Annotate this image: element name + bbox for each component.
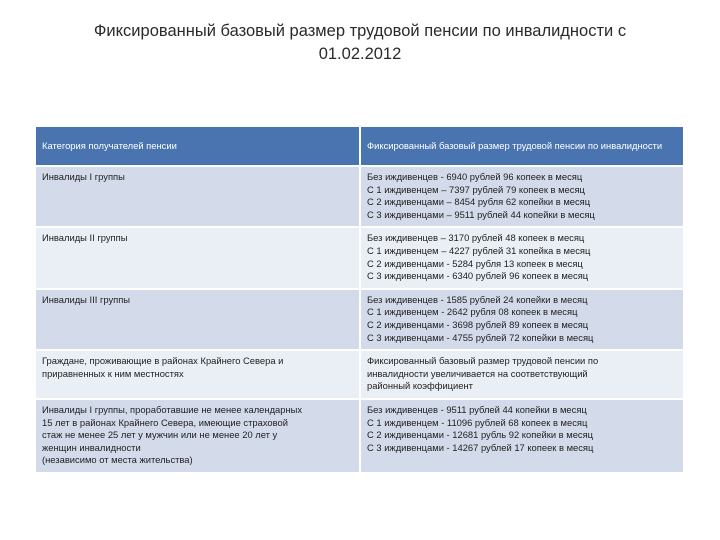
pension-table — [36, 127, 685, 474]
cell-line: 15 лет в районах Крайнего Севера, имеющие страховой — [42, 416, 288, 428]
table-row — [36, 227, 684, 288]
cell-line: Без иждивенцев - 6940 рублей 96 копеек в месяц — [367, 171, 583, 182]
cell-line: С 1 иждивенцем – 7397 рублей 79 копеек в месяц — [367, 183, 585, 195]
cell-line: С 1 иждивенцем - 11096 рублей 68 копеек в месяц — [367, 416, 588, 428]
cell-line: С 3 иждивенцами – 9511 рублей 44 копейки в месяц — [367, 208, 595, 220]
cell-line: районный коэффициент — [367, 380, 473, 392]
cell-line: Инвалиды III группы — [42, 293, 131, 305]
cell-line: С 2 иждивенцами - 5284 рубля 13 копеек в месяц — [367, 257, 583, 269]
table-row — [36, 289, 684, 350]
cell-line: Фиксированный базовый размер трудовой пенсии по — [367, 355, 599, 367]
cell-line: Без иждивенцев – 3170 рублей 48 копеек в месяц — [367, 232, 585, 244]
cell-line: С 2 иждивенцами - 12681 рубль 92 копейки в месяц — [367, 429, 594, 441]
cell-line: Граждане, проживающие в районах Крайнего Севера и — [42, 355, 284, 367]
cell-line: С 2 иждивенцами - 3698 рублей 89 копеек в месяц — [367, 318, 589, 330]
table-row — [36, 399, 684, 473]
table-header-row — [36, 127, 684, 166]
category-cell — [36, 289, 360, 350]
cell-line: С 1 иждивенцем – 4227 рублей 31 копейка в месяц — [367, 244, 591, 256]
cell-line: стаж не менее 25 лет у мужчин или не менее 20 лет у — [42, 429, 278, 441]
amount-cell — [360, 350, 684, 399]
table-row — [36, 166, 684, 227]
cell-line: инвалидности увеличивается на соответствующий — [367, 367, 588, 379]
table-row — [36, 350, 684, 399]
cell-line: Инвалиды II группы — [42, 232, 128, 244]
category-cell — [36, 166, 360, 227]
page-title-line: Фиксированный базовый размер трудовой пенсии по инвалидности с — [93, 22, 627, 40]
cell-line: С 3 иждивенцами - 6340 рублей 96 копеек в месяц — [367, 270, 589, 282]
column-header-category: Категория получателей пенсии — [36, 127, 360, 166]
category-cell — [36, 227, 360, 288]
amount-cell — [360, 399, 684, 473]
cell-line: С 3 иждивенцами - 4755 рублей 72 копейки в месяц — [367, 331, 594, 343]
column-header-amount: Фиксированный базовый размер трудовой пенсии по инвалидности — [360, 127, 684, 166]
cell-line: приравненных к ним местностях — [42, 367, 184, 379]
amount-cell — [360, 227, 684, 288]
cell-line: С 1 иждивенцем - 2642 рубля 08 копеек в месяц — [367, 306, 578, 318]
cell-line: С 2 иждивенцами – 8454 рубля 62 копейки в месяц — [367, 196, 591, 208]
cell-line: (независимо от места жительства) — [42, 454, 193, 466]
category-cell — [36, 399, 360, 473]
cell-line: Инвалиды I группы, проработавшие не менее календарных — [42, 403, 303, 415]
cell-line: женщин инвалидности — [42, 441, 141, 453]
cell-line: Без иждивенцев - 9511 рублей 44 копейки в месяц — [367, 403, 587, 415]
amount-cell — [360, 289, 684, 350]
cell-line: Инвалиды I группы — [42, 171, 125, 182]
cell-line: С 3 иждивенцами - 14267 рублей 17 копеек в месяц — [367, 441, 594, 453]
cell-line: Без иждивенцев - 1585 рублей 24 копейки в месяц — [367, 293, 588, 305]
category-cell — [36, 350, 360, 399]
page-title — [40, 20, 680, 66]
page-title-line: 01.02.2012 — [318, 45, 402, 63]
amount-cell — [360, 166, 684, 227]
